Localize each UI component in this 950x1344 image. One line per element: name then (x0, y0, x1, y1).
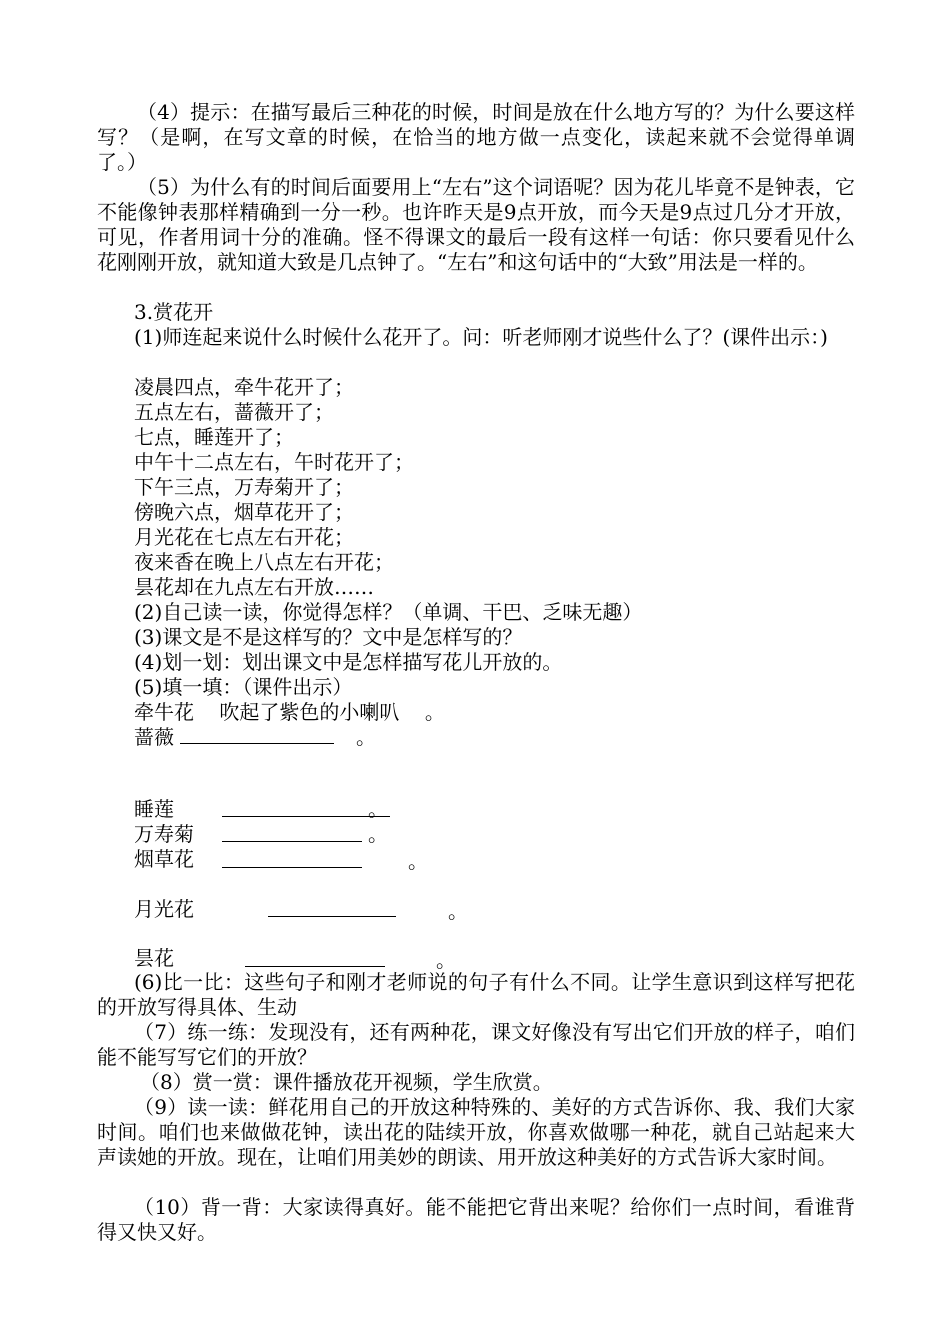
fill-in-label: 昙花 (134, 946, 174, 970)
question-8: （8）赏一赏：课件播放花开视频，学生欣赏。 (140, 1070, 553, 1094)
flower-line: 七点，睡莲开了； (134, 425, 294, 449)
flower-line: 夜来香在晚上八点左右开花； (134, 550, 394, 574)
question-2: (2)自己读一读，你觉得怎样？（单调、干巴、乏味无趣） (134, 600, 643, 624)
fill-in-period: 。 (356, 725, 376, 749)
question-6: (6)比一比：这些句子和刚才老师说的句子有什么不同。让学生意识到这样写把花的开放写得具体、生动 (97, 970, 855, 1019)
fill-in-period: 。 (408, 849, 428, 873)
paragraph-5: （5）为什么有的时间后面要用上“左右”这个词语呢？因为花儿毕竟不是钟表，它不能像钟表那样精确到一分一秒。也许昨天是9点开放，而今天是9点过几分才开放，可见，作者用词十分的准确。怪不得课文的最后一段有这样一句话：你只要看见什么花刚刚开放，就知道大致是几点钟了。“左右”和这句话中的“大致”用法是一样的。 (97, 175, 855, 274)
fill-in-label: 烟草花 (134, 847, 194, 871)
question-7: （7）练一练：发现没有，还有两种花，课文好像没有写出它们开放的样子，咱们能不能写写它们的开放？ (97, 1020, 855, 1069)
paragraph-hint-4: （4）提示：在描写最后三种花的时候，时间是放在什么地方写的？为什么要这样写？（是啊，在写文章的时候，在恰当的地方做一点变化，读起来就不会觉得单调了。） (97, 100, 855, 174)
fill-in-blank[interactable] (222, 816, 390, 817)
flower-line: 月光花在七点左右开花； (134, 525, 354, 549)
fill-in-example: 牵牛花 吹起了紫色的小喇叭 。 (134, 700, 445, 724)
fill-in-period: 。 (436, 948, 456, 972)
fill-in-label: 睡莲 (134, 797, 174, 821)
question-10: （10）背一背：大家读得真好。能不能把它背出来呢？给你们一点时间，看谁背得又快又好。 (97, 1195, 855, 1244)
question-1: (1)师连起来说什么时候什么花开了。问：听老师刚才说些什么了？(课件出示：) (134, 325, 828, 349)
flower-line: 傍晚六点，烟草花开了； (134, 500, 354, 524)
fill-in-period: 。 (368, 822, 388, 846)
fill-in-label: 月光花 (134, 897, 194, 921)
question-9: （9）读一读：鲜花用自己的开放这种特殊的、美好的方式告诉你、我、我们大家时间。咱们也来做做花钟，读出花的陆续开放，你喜欢做哪一种花，就自己站起来大声读她的开放。现在，让咱们用美妙的朗读、用开放这种美好的方式告诉大家时间。 (97, 1095, 855, 1169)
section-heading: 3.赏花开 (134, 300, 214, 324)
fill-in-period: 。 (448, 899, 468, 923)
fill-in-label: 万寿菊 (134, 822, 194, 846)
question-4: (4)划一划：划出课文中是怎样描写花儿开放的。 (134, 650, 563, 674)
flower-line: 昙花却在九点左右开放…… (134, 575, 374, 599)
question-5: (5)填一填：（课件出示） (134, 675, 353, 699)
fill-in-blank[interactable] (245, 966, 385, 967)
fill-in-period: 。 (368, 797, 388, 821)
flower-line: 凌晨四点，牵牛花开了； (134, 375, 354, 399)
flower-line: 中午十二点左右，午时花开了； (134, 450, 414, 474)
fill-in-blank[interactable] (222, 841, 362, 842)
flower-line: 五点左右，蔷薇开了； (134, 400, 334, 424)
fill-in-label: 蔷薇 (134, 725, 174, 749)
question-3: (3)课文是不是这样写的？文中是怎样写的？ (134, 625, 523, 649)
fill-in-blank[interactable] (222, 867, 362, 868)
flower-line: 下午三点，万寿菊开了； (134, 475, 354, 499)
fill-in-blank[interactable] (180, 743, 334, 744)
fill-in-blank[interactable] (268, 916, 396, 917)
